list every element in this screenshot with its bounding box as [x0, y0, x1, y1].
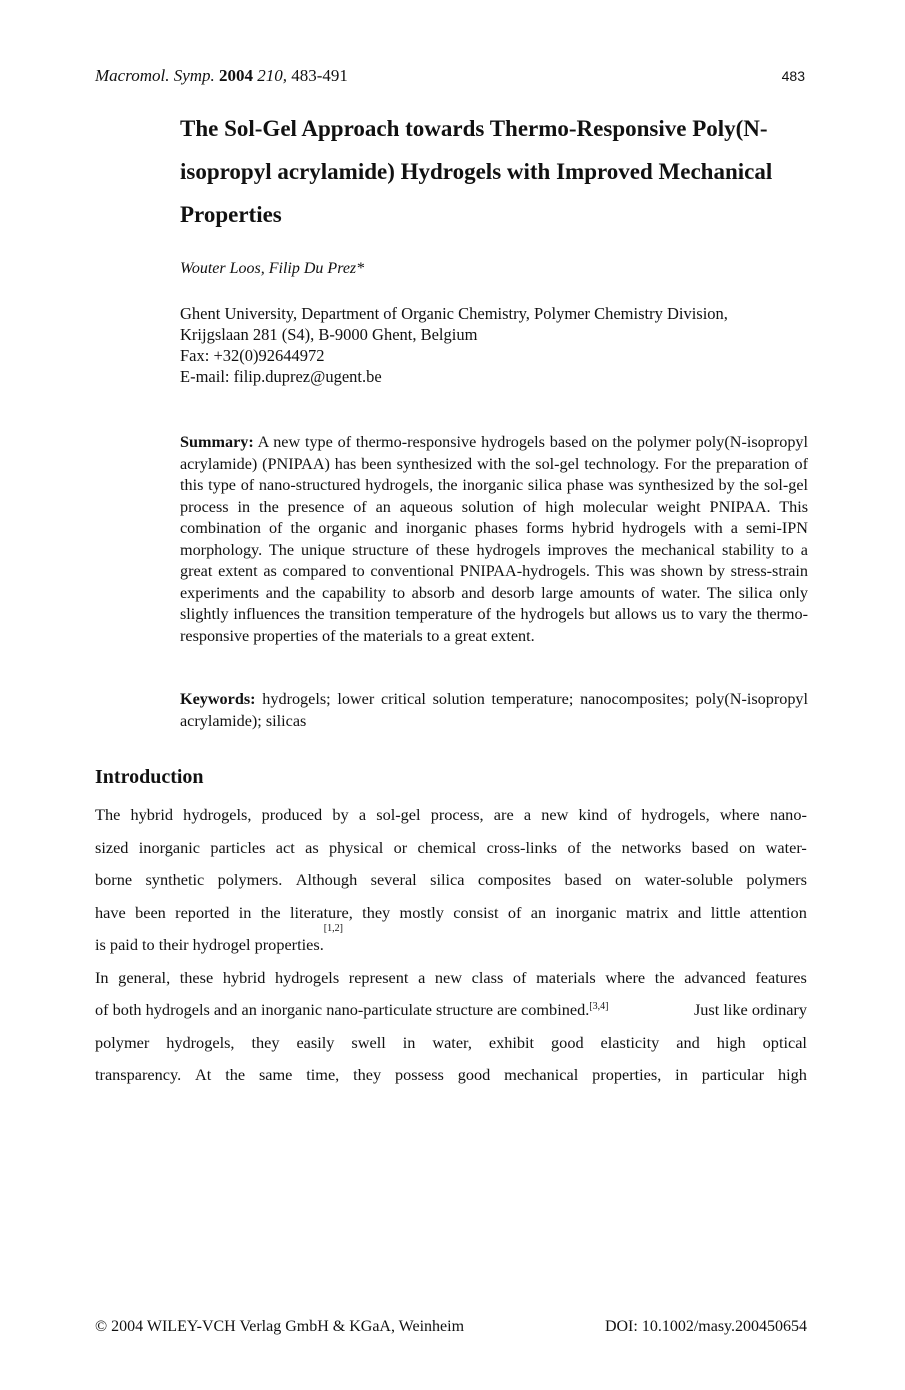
body-line — [95, 897, 807, 930]
word: the — [591, 837, 612, 857]
word: hydrogels, — [183, 805, 252, 824]
word: based — [691, 837, 729, 857]
word: mostly — [399, 902, 444, 922]
copyright: © 2004 WILEY-VCH Verlag GmbH & KGaA, Weinheim — [95, 1318, 465, 1335]
word: sized — [95, 837, 129, 857]
summary-text: A new type of thermo-responsive hydrogels based on the polymer poly(N-isopropyl acrylamide) (PNIPAA) has been synthesized with the sol-gel technology. For the preparation of this type of nano-structured hydrogels, the inorganic silica phase was synthesized by the sol-gel process in the presence of an aqueous solution of high molecular weight PNIPAA. This combination of the organic and inorganic phases forms hybrid hydrogels with a semi-IPN morphology. The unique structure of these hydrogels improves the mechanical stability to a great extent as compared to conventional PNIPAA-hydrogels. This was shown by stress-strain experiments and the capability to absorb and desorb large amounts of water. The silica only slightly influences the transition temperature of the hydrogels but allows us to vary the thermo-responsive properties of the materials to a great extent. — [180, 433, 808, 645]
word: polymers. — [217, 870, 283, 889]
body-line — [95, 994, 807, 1027]
word: they — [251, 1032, 280, 1052]
word: high — [716, 1032, 746, 1052]
body-line — [95, 923, 807, 962]
word: good — [457, 1065, 491, 1084]
word: process, — [430, 805, 484, 824]
word: elasticity — [600, 1032, 660, 1052]
word: where — [719, 805, 760, 824]
body-line — [95, 799, 807, 832]
citation: [3,4] — [589, 1001, 609, 1012]
word: and — [677, 902, 702, 922]
word: In — [95, 967, 109, 987]
word: hybrid — [130, 805, 173, 824]
journal-name: Macromol. Symp. — [95, 66, 215, 85]
word: as — [305, 837, 319, 857]
word: water, — [432, 1032, 472, 1052]
journal-year: 2004 — [219, 66, 254, 85]
word: cross-links — [486, 837, 558, 857]
word: easily — [296, 1032, 335, 1052]
word: chemical — [417, 837, 477, 857]
word: the — [654, 967, 675, 987]
introduction-body — [95, 799, 807, 1092]
word: hybrid — [222, 967, 266, 987]
word: good — [551, 1032, 584, 1052]
summary-label: Summary: — [180, 433, 254, 451]
word: time, — [306, 1065, 340, 1084]
word: transparency. — [95, 1065, 182, 1084]
word: mechanical — [504, 1065, 579, 1084]
word: materials — [536, 967, 596, 987]
word: synthetic — [145, 870, 205, 889]
word: produced — [261, 805, 323, 824]
word: little — [710, 902, 741, 922]
word: in — [402, 1032, 416, 1052]
affiliation-line: E-mail: filip.duprez@ugent.be — [180, 367, 382, 386]
authors: Wouter Loos, Filip Du Prez* — [180, 260, 365, 277]
word: physical — [329, 837, 384, 857]
word: new — [541, 805, 569, 824]
word: represent — [348, 967, 409, 987]
word: new — [434, 967, 463, 987]
word: of — [567, 837, 582, 857]
word: hydrogels, — [166, 1032, 235, 1052]
citation: [1,2] — [323, 923, 343, 934]
word: by — [332, 805, 349, 824]
word: composites — [477, 870, 552, 889]
affiliation-line: Fax: +32(0)92644972 — [180, 346, 325, 365]
body-line — [95, 1027, 807, 1060]
word: borne — [95, 870, 133, 889]
word: on — [614, 870, 632, 889]
word: advanced — [684, 967, 746, 987]
word: kind — [578, 805, 608, 824]
word: a — [418, 967, 426, 987]
title-line: The Sol-Gel Approach towards Thermo-Responsive Poly(N- — [180, 116, 768, 141]
word: several — [370, 870, 417, 889]
affiliation-line: Krijgslaan 281 (S4), B-9000 Ghent, Belgium — [180, 325, 478, 344]
word: inorganic — [138, 837, 200, 857]
word: an — [530, 902, 547, 922]
title-line: Properties — [180, 202, 282, 227]
line-text: Just like ordinary — [693, 1000, 807, 1019]
word: in — [675, 1065, 688, 1084]
word: water- — [765, 837, 807, 857]
word: At — [195, 1065, 212, 1084]
word: particular — [701, 1065, 765, 1084]
journal-volume: 210, — [257, 66, 288, 85]
word: act — [275, 837, 295, 857]
word: nano- — [769, 805, 807, 824]
affiliation-line: Ghent University, Department of Organic Chemistry, Polymer Chemistry Division, — [180, 304, 728, 323]
word: in — [238, 902, 252, 922]
page-number: 483 — [781, 68, 805, 84]
word: exhibit — [488, 1032, 535, 1052]
word: properties, — [592, 1065, 662, 1084]
word: of — [617, 805, 632, 824]
word: matrix — [625, 902, 669, 922]
word: silica — [430, 870, 465, 889]
journal-pages: 483-491 — [291, 66, 348, 85]
word: polymer — [95, 1032, 150, 1052]
line-text: of both hydrogels and an inorganic nano-particulate structure are combined. — [95, 1000, 590, 1019]
word: sol-gel — [376, 805, 421, 824]
word: networks — [621, 837, 682, 857]
word: water-soluble — [644, 870, 733, 889]
word: features — [755, 967, 807, 987]
word: reported — [175, 902, 230, 922]
word: they — [353, 1065, 382, 1084]
body-line — [95, 1059, 807, 1092]
word: and — [676, 1032, 700, 1052]
word: the — [260, 902, 281, 922]
word: on — [738, 837, 756, 857]
word: been — [135, 902, 166, 922]
word: of — [512, 967, 527, 987]
word: or — [393, 837, 408, 857]
body-line — [95, 864, 807, 897]
journal-citation — [95, 66, 348, 86]
word: Although — [295, 870, 358, 889]
word: hydrogels, — [641, 805, 710, 824]
word: class — [471, 967, 504, 987]
word: inorganic — [555, 902, 617, 922]
abstract — [180, 432, 808, 647]
word: swell — [351, 1032, 386, 1052]
word: based — [564, 870, 602, 889]
word: hydrogels — [274, 967, 340, 987]
word: attention — [749, 902, 807, 922]
word: high — [777, 1065, 807, 1084]
word: a — [358, 805, 367, 824]
body-line — [95, 832, 807, 865]
word: particles — [210, 837, 266, 857]
line-text: is paid to their hydrogel properties. — [95, 935, 324, 954]
word: The — [95, 805, 121, 824]
keywords-label: Keywords: — [180, 690, 256, 708]
section-heading: Introduction — [95, 766, 204, 788]
word: where — [605, 967, 646, 987]
paper-title — [180, 107, 820, 236]
affiliation — [180, 303, 810, 387]
keywords — [180, 689, 808, 732]
word: have — [95, 902, 126, 922]
word: optical — [762, 1032, 807, 1052]
word: these — [179, 967, 214, 987]
word: are — [493, 805, 514, 824]
word: literature, — [290, 902, 353, 922]
doi: DOI: 10.1002/masy.200450654 — [604, 1318, 807, 1335]
body-line — [95, 962, 807, 995]
word: the — [225, 1065, 246, 1084]
word: possess — [395, 1065, 444, 1084]
word: general, — [118, 967, 171, 987]
keywords-text: hydrogels; lower critical solution temperature; nanocomposites; poly(N-isopropyl acrylamide); silicas — [180, 690, 809, 730]
word: same — [258, 1065, 293, 1084]
word: a — [523, 805, 532, 824]
title-line: isopropyl acrylamide) Hydrogels with Improved Mechanical — [180, 159, 773, 184]
word: of — [507, 902, 522, 922]
word: polymers — [746, 870, 807, 889]
word: consist — [453, 902, 499, 922]
word: they — [362, 902, 391, 922]
